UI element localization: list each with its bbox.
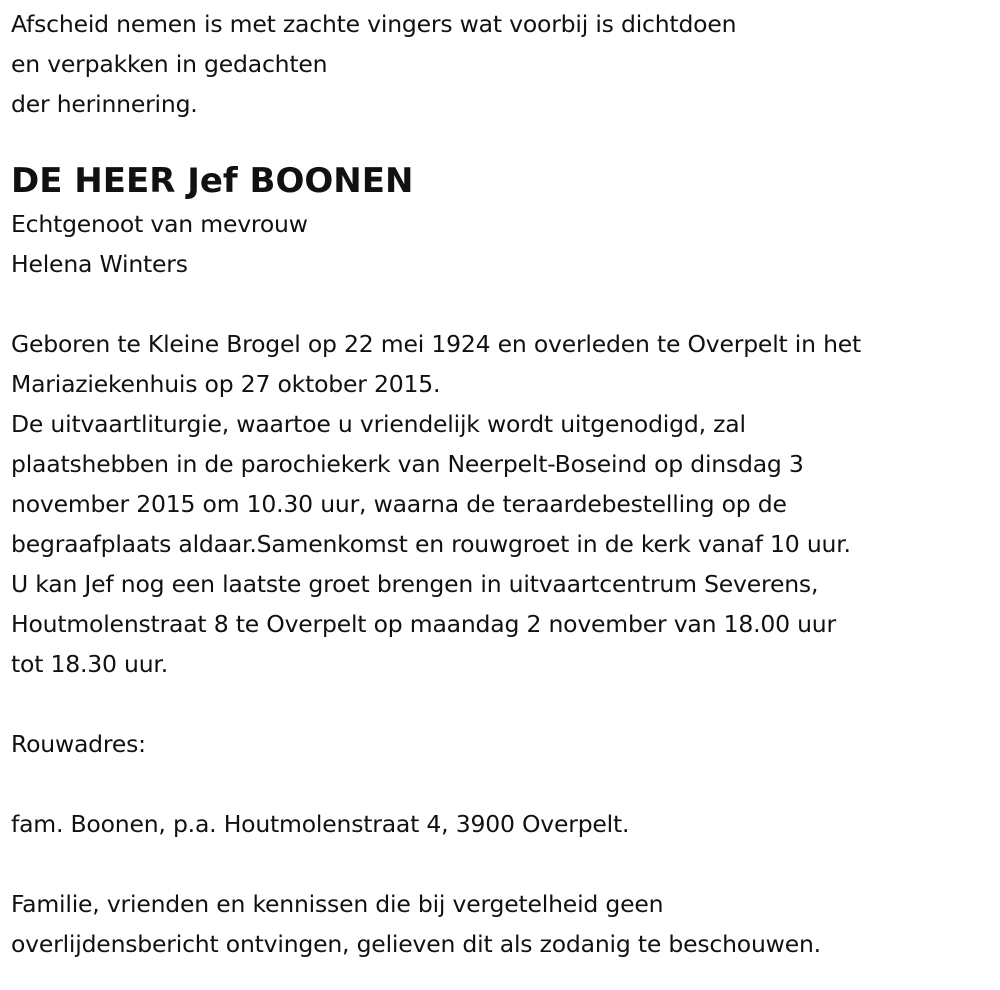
poem-line: en verpakken in gedachten xyxy=(11,50,328,78)
details-line: De uitvaartliturgie, waartoe u vriendelijk wordt uitgenodigd, zal xyxy=(11,410,746,438)
details-line: november 2015 om 10.30 uur, waarna de teraardebestelling op de xyxy=(11,490,787,518)
address-label: Rouwadres: xyxy=(11,730,146,758)
details-line: U kan Jef nog een laatste groet brengen in uitvaartcentrum Severens, xyxy=(11,570,819,598)
spacer xyxy=(11,684,991,724)
spacer xyxy=(11,844,991,884)
death-notice xyxy=(11,4,991,964)
details-line: Houtmolenstraat 8 te Overpelt op maandag 2 november van 18.00 uur xyxy=(11,610,836,638)
spacer xyxy=(11,284,991,324)
relation-line: Echtgenoot van mevrouw xyxy=(11,210,308,238)
poem-line: der herinnering. xyxy=(11,90,198,118)
address-value: fam. Boonen, p.a. Houtmolenstraat 4, 3900 Overpelt. xyxy=(11,810,630,838)
memorial-poem xyxy=(11,4,991,124)
poem-line: Afscheid nemen is met zachte vingers wat voorbij is dichtdoen xyxy=(11,10,737,38)
funeral-details xyxy=(11,324,991,684)
closing-note xyxy=(11,884,991,964)
relation-line: Helena Winters xyxy=(11,250,188,278)
closing-line: Familie, vrienden en kennissen die bij vergetelheid geen xyxy=(11,890,664,918)
closing-line: overlijdensbericht ontvingen, gelieven dit als zodanig te beschouwen. xyxy=(11,930,821,958)
details-line: Mariaziekenhuis op 27 oktober 2015. xyxy=(11,370,441,398)
details-line: Geboren te Kleine Brogel op 22 mei 1924 en overleden te Overpelt in het xyxy=(11,330,862,358)
deceased-name: DE HEER Jef BOONEN xyxy=(11,161,414,201)
spacer xyxy=(11,764,991,804)
details-line: tot 18.30 uur. xyxy=(11,650,168,678)
details-line: begraafplaats aldaar.Samenkomst en rouwgroet in de kerk vanaf 10 uur. xyxy=(11,530,851,558)
details-line: plaatshebben in de parochiekerk van Neerpelt-Boseind op dinsdag 3 xyxy=(11,450,804,478)
relation xyxy=(11,204,991,284)
